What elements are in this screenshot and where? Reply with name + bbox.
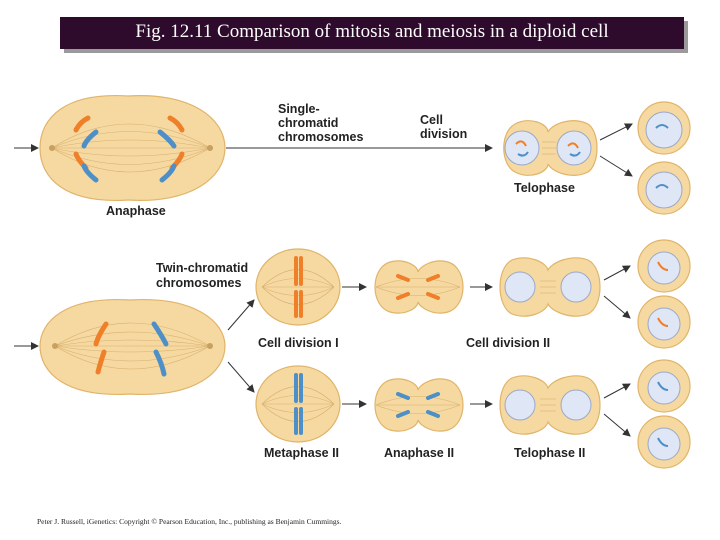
gamete-cell-4 — [638, 416, 690, 468]
gamete-cell-1 — [638, 240, 690, 292]
label-metaphase-2: Metaphase II — [264, 446, 340, 460]
anaphase2-cell-top — [375, 261, 463, 313]
metaphase2-cell-top — [256, 249, 340, 325]
mitosis-anaphase-cell — [40, 96, 225, 201]
label-single-chromatid-2: chromatid — [278, 116, 339, 130]
gamete-cell-3 — [638, 360, 690, 412]
label-cell-division-2: Cell division II — [466, 336, 551, 350]
metaphase2-cell-bottom — [256, 366, 340, 442]
figure-title: Fig. 12.11 Comparison of mitosis and meiosis in a diploid cell — [135, 21, 609, 42]
label-telophase-2: Telophase II — [514, 446, 586, 460]
mitosis-daughter-cell-1 — [638, 102, 690, 154]
label-cell-division-1: Cell — [420, 113, 443, 127]
label-single-chromatid-3: chromosomes — [278, 130, 364, 144]
arrow-to-division1-bottom — [228, 362, 254, 392]
arrow-gamete-3 — [604, 384, 630, 398]
label-telophase: Telophase — [514, 181, 575, 195]
copyright-credit: Peter J. Russell, iGenetics: Copyright © Pearson Education, Inc., publishing as Benjamin Cummings. — [37, 517, 342, 526]
mitosis-telophase-cell — [504, 121, 597, 176]
label-twin-chromatid-2: chromosomes — [156, 276, 242, 290]
label-cell-division-2: division — [420, 127, 468, 141]
meiosis-parent-cell — [40, 300, 225, 395]
anaphase2-cell-bottom — [375, 379, 463, 431]
arrow-gamete-1 — [604, 266, 630, 280]
label-twin-chromatid-1: Twin-chromatid — [156, 261, 249, 275]
arrow-gamete-4 — [604, 414, 630, 436]
arrow-to-daughter-1 — [600, 124, 632, 140]
arrow-to-division1-top — [228, 300, 254, 330]
label-anaphase-2: Anaphase II — [384, 446, 455, 460]
telophase2-cell-bottom — [500, 376, 600, 434]
label-single-chromatid-1: Single- — [278, 102, 320, 116]
mitosis-daughter-cell-2 — [638, 162, 690, 214]
gamete-cell-2 — [638, 296, 690, 348]
telophase2-cell-top — [500, 258, 600, 316]
label-anaphase: Anaphase — [106, 204, 166, 218]
arrow-gamete-2 — [604, 296, 630, 318]
arrow-to-daughter-2 — [600, 156, 632, 176]
label-cell-division-1: Cell division I — [258, 336, 339, 350]
